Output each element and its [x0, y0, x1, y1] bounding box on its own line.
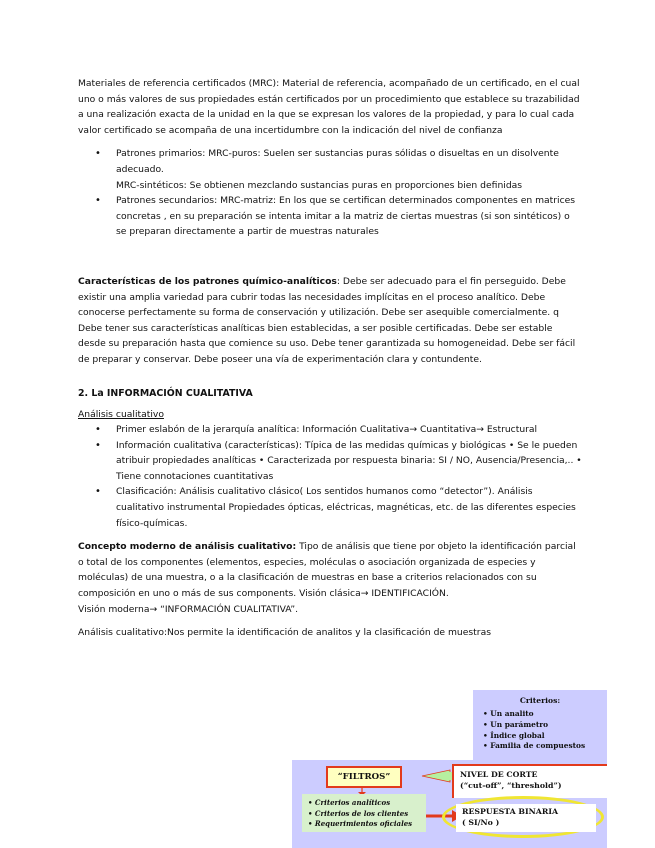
vision-moderna: Visión moderna→ “INFORMACIÓN CUALITATIVA”. [78, 603, 299, 615]
analisis-list [78, 422, 583, 531]
document-body [78, 76, 583, 641]
analisis-cualitativo-line: Análisis cualitativo:Nos permite la identificación de analitos y la clasificación de muestras [78, 627, 491, 639]
mrc-definition: Materiales de referencia certificados (MRC): Material de referencia, acompañado de un certificado, en el cual uno o más valores de sus propiedades están certificados por un procedimiento que establece su trazabilidad a una realización exacta de la unidad en la que se expresan los valores de la propiedad, y para lo cual cada valor certificado se acompaña de una incertidumbre con la indicación del nivel de confianza [78, 78, 580, 136]
section-subtitle: Análisis cualitativo [78, 408, 164, 420]
section-heading: 2. La INFORMACIÓN CUALITATIVA [78, 387, 253, 399]
patrones-list [78, 146, 583, 177]
respuesta-binaria-box: RESPUESTA BINARIA ( SI/No ) [456, 804, 596, 832]
filtros-diagram [292, 690, 607, 848]
criterio-item: • Familia de compuestos [483, 741, 586, 751]
filtros-label: “FILTROS” [326, 766, 402, 788]
criterios-title: Criterios: [519, 696, 561, 705]
nivel-corte-box: NIVEL DE CORTE (“cut-off”, “threshold”) [452, 764, 607, 798]
filtro-item: • Criterios analíticos [308, 798, 391, 807]
list-item: • Primer eslabón de la jerarquía analítica: Información Cualitativa→ Cuantitativa→ Estructural [78, 422, 583, 438]
list-item: • Clasificación: Análisis cualitativo clásico( Los sentidos humanos como “detector”). Análisis cualitativo instrumental Propiedades ópticas, eléctricas, magnéticas, etc. de las diferentes especies físico-químicas. [78, 484, 583, 531]
list-item: • Patrones primarios: MRC-puros: Suelen ser sustancias puras sólidas o disueltas en un disolvente adecuado. [78, 146, 583, 177]
green-arrow-icon [422, 770, 450, 782]
filtro-item: • Requerimientos oficiales [308, 819, 413, 829]
criterio-item: • Un analito [483, 709, 534, 718]
criterio-item: • Un parámetro [483, 719, 549, 729]
criterio-item: • Índice global [483, 730, 545, 740]
filtro-item: • Criterios de los clientes [308, 808, 409, 818]
concepto-paragraph: Concepto moderno de análisis cualitativo: Tipo de análisis que tiene por objeto la identificación parcial o total de los componentes (elementos, especies, moléculas o asociación organizada de especies y moléculas) de una muestra, o a la clasificación de muestras en base a criterios relacionados con su composición en uno o más de sus components. Visión clásica→ IDENTIFICACIÓN. [78, 541, 576, 600]
mrc-sinteticos: MRC-sintéticos: Se obtienen mezclando sustancias puras en proporciones bien definidas [116, 179, 523, 191]
filtros-items-box [302, 794, 426, 832]
caracteristicas-paragraph: Características de los patrones químico-analíticos: Debe ser adecuado para el fin perseguido. Debe existir una amplia variedad para cubrir todas las necesidades implícitas en el proceso analítico. Debe conocerse perfectamente su forma de conservación y utilización. Debe ser asequible comercialmente. q Debe tener sus características analíticas bien establecidas, a ser posible certificadas. Debe ser estable desde su preparación hasta que comience su uso. Debe tener garantizada su homogeneidad. Debe ser fácil de preparar y conservar. Debe poseer una vía de experimentación clara y contundente. [78, 275, 576, 365]
list-item: • Patrones secundarios: MRC-matriz: En los que se certifican determinados componentes en matrices concretas , en su preparación se intenta imitar a la matriz de ciertas muestras (si son sintéticos) o se preparan directamente a partir de muestras naturales [78, 193, 583, 240]
list-item: • Información cualitativa (características): Típica de las medidas químicas y biológicas • Se le pueden atribuir propiedades analíticas • Caracterizada por respuesta binaria: SI / NO, Ausencia/Presencia,.. • Tiene connotaciones cuantitativas [78, 438, 583, 485]
